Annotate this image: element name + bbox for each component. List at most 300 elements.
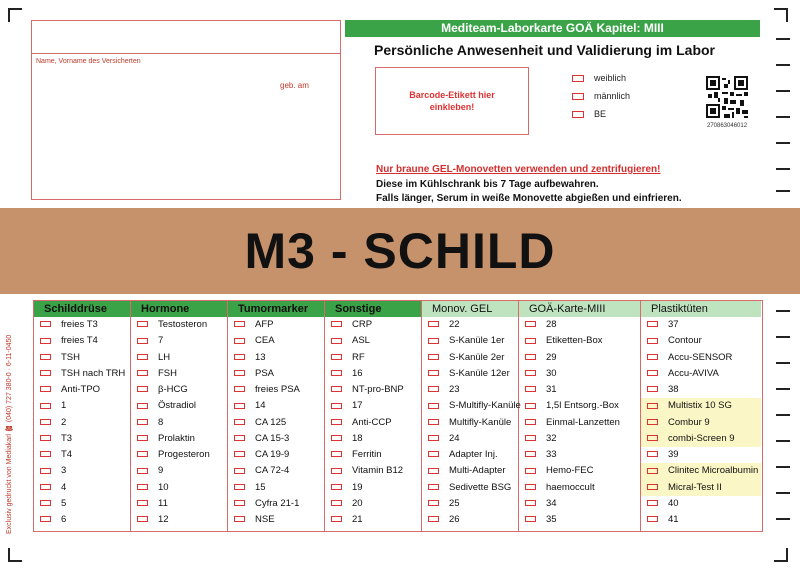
checkbox-icon[interactable]: [525, 468, 536, 474]
checkbox-icon[interactable]: [40, 354, 51, 360]
test-item[interactable]: [34, 333, 130, 349]
test-item-label: Hemo-FEC: [546, 465, 594, 477]
test-column: [325, 301, 422, 531]
test-item-label: 26: [449, 514, 460, 525]
test-item-label: PSA: [255, 367, 275, 379]
test-item[interactable]: [519, 333, 640, 349]
test-item[interactable]: [641, 317, 761, 333]
checkbox-icon[interactable]: [647, 435, 658, 441]
checkbox-icon[interactable]: [40, 419, 51, 425]
test-item[interactable]: [131, 480, 227, 496]
test-item[interactable]: [228, 350, 324, 366]
test-item[interactable]: [519, 382, 640, 398]
test-item-label: Progesteron: [158, 449, 210, 460]
patient-name-box[interactable]: [31, 20, 341, 200]
test-item-label: 25: [449, 497, 460, 509]
test-item[interactable]: [34, 463, 130, 479]
checkbox-icon[interactable]: [40, 435, 51, 441]
test-item[interactable]: [422, 366, 518, 382]
test-item-label: 1,5l Entsorg.-Box: [546, 400, 619, 412]
checkbox-icon[interactable]: [428, 338, 439, 344]
edge-tick: [776, 310, 790, 312]
checkbox-icon[interactable]: [331, 386, 342, 392]
test-item[interactable]: [228, 447, 324, 463]
test-item-label: 32: [546, 432, 557, 444]
checkbox-icon[interactable]: [331, 419, 342, 425]
checkbox-icon[interactable]: [137, 354, 148, 360]
checkbox-icon[interactable]: [525, 370, 536, 376]
test-item[interactable]: [422, 463, 518, 479]
overlay-banner: [0, 208, 800, 294]
test-item-label: CEA: [255, 335, 275, 347]
test-item[interactable]: [641, 382, 761, 398]
test-item[interactable]: [325, 350, 421, 366]
test-item[interactable]: [34, 398, 130, 414]
test-item-label: 1: [61, 400, 67, 412]
test-item[interactable]: [34, 415, 130, 431]
checkbox-icon[interactable]: [428, 354, 439, 360]
test-item-label: β-HCG: [158, 384, 188, 395]
test-item-label: 5: [61, 497, 67, 509]
test-item[interactable]: [641, 512, 761, 528]
test-item[interactable]: [641, 333, 761, 349]
checkbox-icon[interactable]: [525, 386, 536, 392]
checkbox-icon[interactable]: [137, 500, 148, 506]
checkbox-icon[interactable]: [137, 516, 148, 522]
test-column: [228, 301, 325, 531]
test-item[interactable]: [641, 480, 761, 496]
test-item[interactable]: [519, 480, 640, 496]
test-item-label: CRP: [352, 319, 373, 330]
checkbox-icon[interactable]: [234, 468, 245, 474]
test-item-label: CA 19-9: [255, 449, 290, 460]
checkbox-icon[interactable]: [40, 516, 51, 522]
test-item-label: 28: [546, 319, 557, 330]
test-item-label: LH: [158, 351, 171, 363]
checkbox-icon[interactable]: [40, 338, 51, 344]
test-item[interactable]: [228, 431, 324, 447]
column-header: Tumormarker: [228, 301, 324, 317]
test-item[interactable]: [228, 398, 324, 414]
test-item[interactable]: [131, 366, 227, 382]
qr-code-icon: [706, 76, 748, 118]
test-item-label: S-Kanüle 1er: [449, 335, 505, 347]
checkbox-icon[interactable]: [137, 419, 148, 425]
checkbox-icon[interactable]: [647, 403, 658, 409]
checkbox-icon[interactable]: [40, 321, 51, 327]
test-item-label: NSE: [255, 514, 275, 525]
checkbox-icon[interactable]: [40, 386, 51, 392]
test-item-label: Cyfra 21-1: [255, 497, 300, 509]
checkbox-icon[interactable]: [234, 354, 245, 360]
checkbox-icon[interactable]: [331, 321, 342, 327]
test-item-label: TSH: [61, 351, 80, 363]
test-item[interactable]: [325, 431, 421, 447]
checkbox-icon[interactable]: [234, 338, 245, 344]
checkbox-icon[interactable]: [137, 484, 148, 490]
test-item-label: FSH: [158, 367, 177, 379]
checkbox-icon[interactable]: [137, 370, 148, 376]
test-item[interactable]: [228, 415, 324, 431]
test-item-label: 18: [352, 432, 363, 444]
test-item[interactable]: [641, 415, 761, 431]
checkbox-icon[interactable]: [40, 484, 51, 490]
column-header: Plastiktüten: [641, 301, 761, 317]
test-item[interactable]: [131, 463, 227, 479]
test-item[interactable]: [422, 496, 518, 512]
checkbox-icon[interactable]: [525, 403, 536, 409]
test-item-label: 4: [61, 481, 67, 493]
checkbox-icon[interactable]: [137, 468, 148, 474]
test-item[interactable]: [131, 333, 227, 349]
test-column: [34, 301, 131, 531]
test-item[interactable]: [422, 317, 518, 333]
checkbox-icon[interactable]: [428, 386, 439, 392]
test-item-label: 3: [61, 465, 67, 477]
checkbox-icon[interactable]: [428, 419, 439, 425]
test-item-label: 31: [546, 384, 557, 395]
test-item[interactable]: [228, 480, 324, 496]
test-item[interactable]: [131, 496, 227, 512]
test-item[interactable]: [131, 350, 227, 366]
divider: [32, 53, 340, 54]
test-item[interactable]: [422, 480, 518, 496]
test-column: [519, 301, 641, 531]
test-item-label: 15: [255, 481, 266, 493]
test-item-label: CA 72-4: [255, 465, 290, 477]
checkbox-icon[interactable]: [234, 484, 245, 490]
test-item[interactable]: [641, 463, 761, 479]
test-item[interactable]: [519, 350, 640, 366]
edge-tick: [776, 64, 790, 66]
checkbox-icon[interactable]: [137, 321, 148, 327]
test-item[interactable]: [131, 398, 227, 414]
test-item[interactable]: [422, 333, 518, 349]
checkbox-icon[interactable]: [234, 321, 245, 327]
checkbox-icon[interactable]: [331, 338, 342, 344]
checkbox-icon[interactable]: [428, 468, 439, 474]
checkbox-icon[interactable]: [428, 403, 439, 409]
checkbox-icon[interactable]: [331, 435, 342, 441]
test-item-label: NT-pro-BNP: [352, 384, 404, 395]
test-item-label: 33: [546, 449, 557, 460]
test-item[interactable]: [641, 447, 761, 463]
test-item[interactable]: [34, 512, 130, 528]
test-item[interactable]: [325, 398, 421, 414]
checkbox-icon[interactable]: [234, 516, 245, 522]
test-item[interactable]: [325, 512, 421, 528]
test-item[interactable]: [641, 496, 761, 512]
test-item-label: Micral-Test II: [668, 481, 722, 493]
test-item-label: 6: [61, 514, 67, 525]
checkbox-icon[interactable]: [40, 451, 51, 457]
test-item[interactable]: [519, 398, 640, 414]
test-item-label: S-Kanüle 12er: [449, 367, 510, 379]
test-item[interactable]: [228, 496, 324, 512]
checkbox-icon[interactable]: [525, 419, 536, 425]
corner-mark-bottom-right: [774, 548, 788, 562]
test-item-label: CA 125: [255, 416, 287, 428]
test-item[interactable]: [325, 496, 421, 512]
checkbox-icon[interactable]: [137, 451, 148, 457]
banner-label: M3 - SCHILD: [244, 223, 556, 279]
test-grid: [33, 300, 763, 532]
checkbox-icon[interactable]: [137, 386, 148, 392]
test-item[interactable]: [422, 398, 521, 414]
test-item-label: 11: [158, 497, 168, 509]
checkbox-icon[interactable]: [525, 321, 536, 327]
checkbox-icon[interactable]: [647, 500, 658, 506]
checkbox-icon[interactable]: [572, 93, 584, 100]
checkbox-icon[interactable]: [428, 500, 439, 506]
test-item[interactable]: [641, 366, 761, 382]
checkbox-icon[interactable]: [525, 338, 536, 344]
test-item-label: S-Multifly-Kanüle: [449, 400, 521, 412]
test-item-label: T3: [61, 432, 73, 444]
test-item-label: ASL: [352, 335, 370, 347]
checkbox-icon[interactable]: [647, 354, 658, 360]
column-header: GOÄ-Karte-MIII: [519, 301, 640, 317]
test-item-label: S-Kanüle 2er: [449, 351, 505, 363]
test-item[interactable]: [131, 447, 227, 463]
test-item[interactable]: [131, 382, 227, 398]
checkbox-icon[interactable]: [428, 516, 439, 522]
test-item[interactable]: [422, 447, 518, 463]
checkbox-icon[interactable]: [234, 419, 245, 425]
checkbox-icon[interactable]: [525, 516, 536, 522]
checkbox-icon[interactable]: [428, 451, 439, 457]
test-item[interactable]: [325, 333, 421, 349]
test-item[interactable]: [34, 480, 130, 496]
test-item-label: Anti-TPO: [61, 384, 101, 395]
test-item-label: Testosteron: [158, 319, 208, 330]
checkbox-icon[interactable]: [234, 500, 245, 506]
checkbox-icon[interactable]: [40, 468, 51, 474]
edge-tick: [776, 466, 790, 468]
test-item-label: 38: [668, 384, 679, 395]
edge-tick: [776, 388, 790, 390]
test-item-label: Sedivette BSG: [449, 481, 512, 493]
checkbox-icon[interactable]: [525, 451, 536, 457]
test-item[interactable]: [228, 463, 324, 479]
test-item[interactable]: [422, 431, 518, 447]
printer-imprint: Exclusiv gedruckt von Mediakarl ☎ (040) 727 380-0 · 6-11-0450: [6, 334, 13, 534]
checkbox-icon[interactable]: [234, 435, 245, 441]
checkbox-icon[interactable]: [234, 370, 245, 376]
checkbox-icon[interactable]: [331, 354, 342, 360]
checkbox-icon[interactable]: [647, 484, 658, 490]
checkbox-icon[interactable]: [428, 321, 439, 327]
edge-tick: [776, 440, 790, 442]
gender-option-male[interactable]: männlich: [572, 91, 630, 101]
checkbox-icon[interactable]: [647, 370, 658, 376]
name-label: Name, Vorname des Versicherten: [36, 58, 141, 65]
checkbox-icon[interactable]: [525, 484, 536, 490]
checkbox-icon[interactable]: [428, 370, 439, 376]
checkbox-icon[interactable]: [234, 451, 245, 457]
test-item[interactable]: [34, 350, 130, 366]
test-item-label: 8: [158, 416, 164, 428]
test-item[interactable]: [34, 317, 130, 333]
test-item[interactable]: [228, 366, 324, 382]
barcode-line-1: Barcode-Etikett hier: [409, 90, 495, 100]
test-item[interactable]: [422, 415, 518, 431]
test-item[interactable]: [519, 431, 640, 447]
test-item-label: 39: [668, 449, 679, 460]
test-item[interactable]: [519, 463, 640, 479]
test-item-label: freies T3: [61, 319, 98, 330]
test-item[interactable]: [228, 512, 324, 528]
test-item-label: Vitamin B12: [352, 465, 404, 477]
test-item-label: 21: [352, 514, 363, 525]
test-item[interactable]: [422, 382, 518, 398]
checkbox-icon[interactable]: [137, 338, 148, 344]
test-item[interactable]: [519, 415, 640, 431]
barcode-line-2: einkleben!: [429, 102, 475, 112]
card-subtitle: Persönliche Anwesenheit und Validierung im Labor: [374, 42, 715, 58]
checkbox-icon[interactable]: [331, 451, 342, 457]
checkbox-icon[interactable]: [331, 403, 342, 409]
test-item-label: 7: [158, 335, 164, 347]
test-item[interactable]: [325, 447, 421, 463]
test-item[interactable]: [325, 366, 421, 382]
checkbox-icon[interactable]: [525, 354, 536, 360]
test-item[interactable]: [34, 496, 130, 512]
test-column: [131, 301, 228, 531]
test-item[interactable]: [422, 350, 518, 366]
test-item[interactable]: [641, 350, 761, 366]
test-item-label: Accu-SENSOR: [668, 351, 733, 363]
test-item[interactable]: [519, 447, 640, 463]
test-item[interactable]: [131, 317, 227, 333]
test-item-label: 16: [352, 367, 363, 379]
checkbox-icon[interactable]: [40, 370, 51, 376]
checkbox-icon[interactable]: [40, 403, 51, 409]
test-item[interactable]: [641, 431, 761, 447]
test-item[interactable]: [519, 496, 640, 512]
test-item-label: freies T4: [61, 335, 98, 347]
checkbox-icon[interactable]: [525, 435, 536, 441]
test-item-label: 37: [668, 319, 679, 330]
column-header: Sonstige: [325, 301, 421, 317]
checkbox-icon[interactable]: [647, 516, 658, 522]
test-item[interactable]: [34, 447, 130, 463]
column-header: Hormone: [131, 301, 227, 317]
test-item-label: Anti-CCP: [352, 416, 392, 428]
checkbox-icon[interactable]: [647, 451, 658, 457]
checkbox-icon[interactable]: [525, 500, 536, 506]
checkbox-icon[interactable]: [331, 500, 342, 506]
checkbox-icon[interactable]: [428, 435, 439, 441]
checkbox-icon[interactable]: [137, 403, 148, 409]
test-item-label: Adapter Inj.: [449, 449, 498, 460]
test-item-label: freies PSA: [255, 384, 300, 395]
test-item-label: 30: [546, 367, 557, 379]
test-item-label: Combur 9: [668, 416, 710, 428]
checkbox-icon[interactable]: [572, 111, 584, 118]
warning-text: Nur braune GEL-Monovetten verwenden und zentrifugieren!: [376, 164, 661, 175]
test-item-label: 20: [352, 497, 363, 509]
test-item[interactable]: [325, 317, 421, 333]
column-header: Monov. GEL: [422, 301, 518, 317]
checkbox-icon[interactable]: [331, 370, 342, 376]
edge-tick: [776, 336, 790, 338]
test-item-label: combi-Screen 9: [668, 432, 735, 444]
column-header: Schilddrüse: [34, 301, 130, 317]
checkbox-icon[interactable]: [647, 419, 658, 425]
test-item-label: 19: [352, 481, 363, 493]
checkbox-icon[interactable]: [572, 75, 584, 82]
test-item[interactable]: [325, 463, 421, 479]
test-item[interactable]: [228, 333, 324, 349]
test-item[interactable]: [131, 415, 227, 431]
corner-mark-top-left: [8, 8, 22, 22]
corner-mark-bottom-left: [8, 548, 22, 562]
checkbox-icon[interactable]: [428, 484, 439, 490]
test-item-label: Multifly-Kanüle: [449, 416, 512, 428]
test-item[interactable]: [519, 366, 640, 382]
test-item[interactable]: [228, 382, 324, 398]
checkbox-icon[interactable]: [40, 500, 51, 506]
checkbox-icon[interactable]: [331, 516, 342, 522]
test-item-label: haemoccult: [546, 481, 595, 493]
test-item[interactable]: [131, 512, 227, 528]
test-item-label: Prolaktin: [158, 432, 195, 444]
checkbox-icon[interactable]: [234, 386, 245, 392]
test-column: [641, 301, 761, 531]
edge-tick: [776, 414, 790, 416]
instruction-line-1: Diese im Kühlschrank bis 7 Tage aufbewahren.: [376, 179, 599, 190]
checkbox-icon[interactable]: [647, 338, 658, 344]
barcode-label-area[interactable]: [375, 67, 529, 135]
test-item[interactable]: [34, 382, 130, 398]
test-item[interactable]: [34, 366, 130, 382]
test-item[interactable]: [641, 398, 761, 414]
test-item-label: 29: [546, 351, 557, 363]
card-title: Mediteam-Laborkarte GOÄ Kapitel: MIII: [345, 20, 760, 37]
test-item[interactable]: [228, 317, 324, 333]
test-item-label: 10: [158, 481, 169, 493]
gender-option-be[interactable]: BE: [572, 109, 606, 119]
checkbox-icon[interactable]: [331, 468, 342, 474]
test-item-label: Östradiol: [158, 400, 197, 412]
test-item-label: Etiketten-Box: [546, 335, 603, 347]
edge-tick: [776, 38, 790, 40]
test-item-label: 14: [255, 400, 266, 412]
checkbox-icon[interactable]: [647, 321, 658, 327]
test-item-label: 22: [449, 319, 460, 330]
checkbox-icon[interactable]: [234, 403, 245, 409]
test-item[interactable]: [422, 512, 518, 528]
gender-option-female[interactable]: weiblich: [572, 73, 626, 83]
checkbox-icon[interactable]: [647, 386, 658, 392]
checkbox-icon[interactable]: [647, 468, 658, 474]
edge-tick: [776, 518, 790, 520]
checkbox-icon[interactable]: [137, 435, 148, 441]
test-item[interactable]: [34, 431, 130, 447]
test-item[interactable]: [325, 415, 421, 431]
test-item[interactable]: [325, 382, 421, 398]
test-item-label: 12: [158, 514, 169, 525]
test-item[interactable]: [325, 480, 421, 496]
test-item-label: T4: [61, 449, 73, 460]
test-item[interactable]: [131, 431, 227, 447]
test-item[interactable]: [519, 317, 640, 333]
checkbox-icon[interactable]: [331, 484, 342, 490]
test-item-label: 13: [255, 351, 266, 363]
corner-mark-top-right: [774, 8, 788, 22]
test-item[interactable]: [519, 512, 640, 528]
